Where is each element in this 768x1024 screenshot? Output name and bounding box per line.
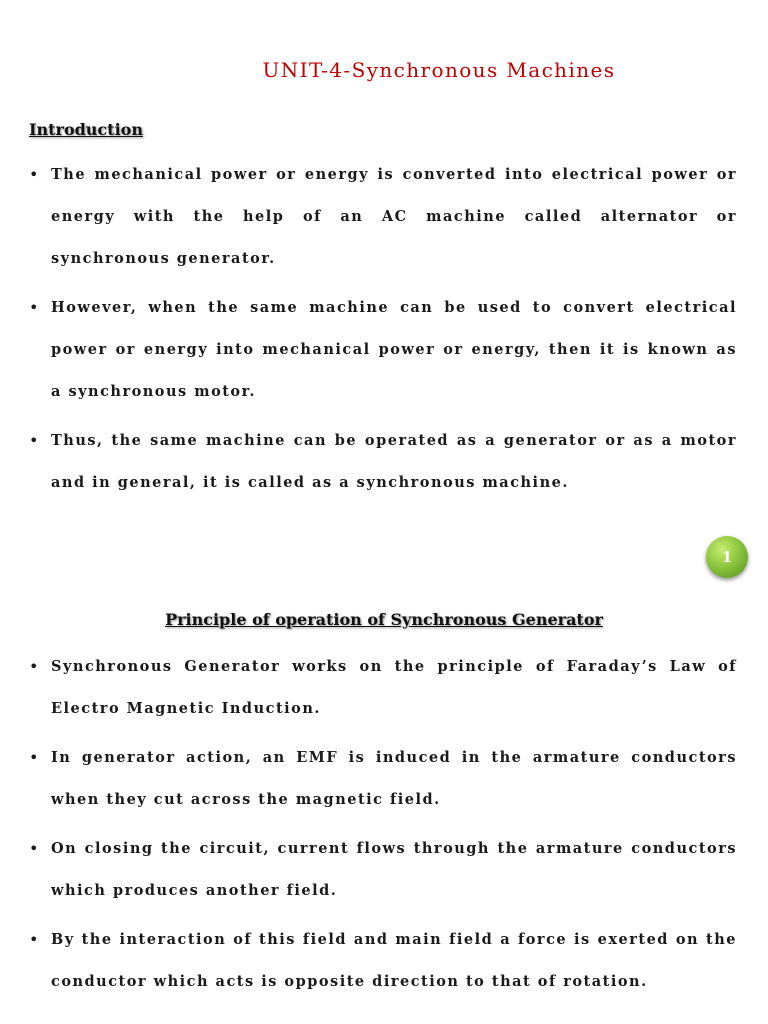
bullet-list <box>29 646 737 1010</box>
bullet-item: • In generator action, an EMF is induced in the armature conductors when they cut across the magnetic field. <box>29 737 737 821</box>
bullet-list <box>29 154 737 511</box>
bullet-item: • On closing the circuit, current flows through the armature conductors which produces another field. <box>29 828 737 912</box>
slide-2 <box>0 590 768 1024</box>
slide-title: UNIT-4-Synchronous Machines <box>262 58 616 82</box>
principle-heading: Principle of operation of Synchronous Generator <box>165 610 603 629</box>
bullet-item: • However, when the same machine can be used to convert electrical power or energy into mechanical power or energy, then it is known as a synchronous motor. <box>29 287 737 413</box>
bullet-item: • By the interaction of this field and main field a force is exerted on the conductor which acts is opposite direction to that of rotation. <box>29 919 737 1003</box>
bullet-item: • Synchronous Generator works on the principle of Faraday’s Law of Electro Magnetic Induction. <box>29 646 737 730</box>
bullet-item: • Thus, the same machine can be operated as a generator or as a motor and in general, it is called as a synchronous machine. <box>29 420 737 504</box>
introduction-heading: Introduction <box>29 120 143 139</box>
page-number-badge: 1 <box>706 536 748 578</box>
bullet-item: • The mechanical power or energy is converted into electrical power or energy with the help of an AC machine called alternator or synchronous generator. <box>29 154 737 280</box>
